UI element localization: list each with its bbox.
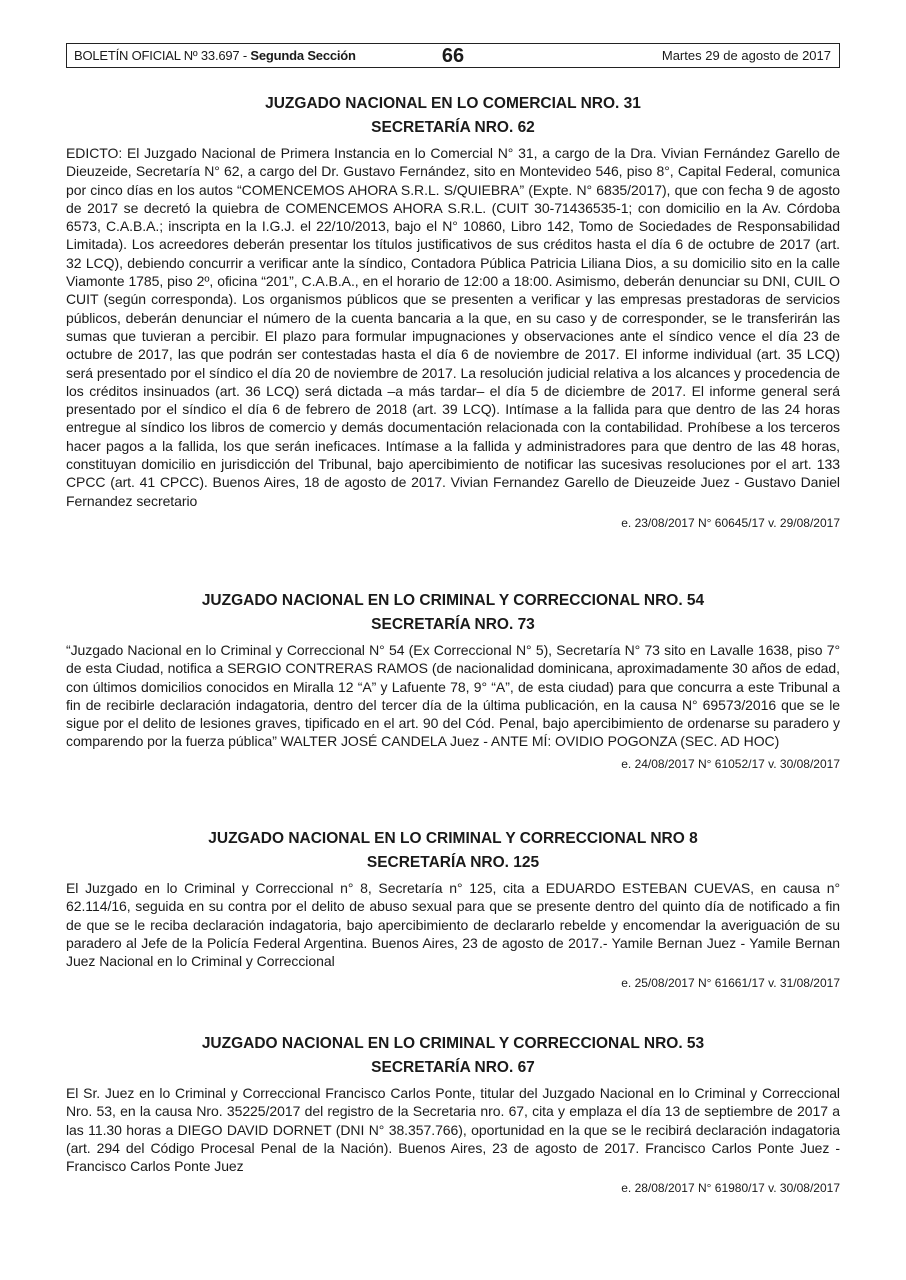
secretary-title: SECRETARÍA NRO. 67 — [371, 1059, 535, 1076]
notice-reference: e. 24/08/2017 N° 61052/17 v. 30/08/2017 — [621, 756, 840, 771]
notice-body: “Juzgado Nacional en lo Criminal y Correccional N° 54 (Ex Correccional N° 5), Secretaría N° 73 sito en Lavalle 1638, piso 7° de esta Ciudad, notifica a SERGIO CONTRERAS RAMOS (de nacionalidad dominicana, aproximadamente 30 años de edad, con últimos domicilios conocidos en Miralla 12 “A” y Lafuente 78, 9° “A”, de esta ciudad) para que concurra a este Tribunal a fin de recibirle declaración indagatoria, dentro del tercer día de la última publicación, en la causa N° 69573/2016 que se le sigue por el delito de lesiones graves, tipificado en el art. 90 del Cód. Penal, bajo apercibimiento de ordenarse su paradero y comparendo por la fuerza pública” WALTER JOSÉ CANDELA Juez - ANTE MÍ: OVIDIO POGONZA (SEC. AD HOC) — [66, 642, 840, 750]
notice-criminal-8 — [66, 827, 840, 991]
secretary-title: SECRETARÍA NRO. 73 — [371, 616, 535, 633]
notice-comercial-31 — [66, 92, 840, 531]
section-name: Segunda Sección — [250, 48, 356, 63]
notice-body: EDICTO: El Juzgado Nacional de Primera Instancia en lo Comercial N° 31, a cargo de la Dra. Vivian Fernández Garello de Dieuzeide, Secretaría N° 62, a cargo del Dr. Gustavo Fernández, sito en Montevideo 546, piso 8°, Capital Federal, comunica por cinco días en los autos “COMENCEMOS AHORA S.R.L. S/QUIEBRA” (Expte. N° 6835/2017), que con fecha 9 de agosto de 2017 se decretó la quiebra de COMENCEMOS AHORA S.R.L. (CUIT 30-71436535-1; con domicilio en la Av. Córdoba 6573, C.A.B.A.; inscripta en la I.G.J. el 22/10/2013, bajo el N° 10860, Libro 142, Tomo de Sociedades de Responsabilidad Limitada). Los acreedores deberán presentar los títulos justificativos de sus créditos hasta el día 6 de octubre de 2017 (art. 32 LCQ), debiendo concurrir a verificar ante la síndico, Contadora Pública Patricia Liliana Dios, a su domicilio sito en la calle Viamonte 1785, piso 2º, oficina “201”, C.A.B.A., en el horario de 12:00 a 18:00. Asimismo, deberán denunciar su DNI, CUIL O CUIT (según corresponda). Los organismos públicos que se presenten a verificar y las empresas prestadoras de servicios públicos, deberán denunciar el número de la cuenta bancaria a la que, en su caso y de corresponder, se le transferirán las sumas que tuvieran a percibir. El plazo para formular impugnaciones y observaciones ante el síndico vence el día 23 de octubre de 2017, las que podrán ser contestadas hasta el día 6 de noviembre de 2017. El informe individual (art. 35 LCQ) será presentado por el síndico el día 20 de noviembre de 2017. La resolución judicial relativa a los alcances y procedencia de los créditos insinuados (art. 36 LCQ) será dictada –a más tardar– el día 5 de diciembre de 2017. El informe general será presentado por el síndico el día 6 de febrero de 2018 (art. 39 LCQ). Intímase a la fallida para que dentro de las 24 horas entregue al síndico los libros de comercio y demás documentación relacionada con la contabilidad. Prohíbese a los terceros hacer pagos a la fallida, los que serán ineficaces. Intímase a la fallida y administradores para que dentro de las 48 horas, constituyan domicilio en jurisdicción del Tribunal, bajo apercibimiento de notificar las sucesivas resoluciones por el art. 133 CPCC (art. 41 CPCC). Buenos Aires, 18 de agosto de 2017. Vivian Fernandez Garello de Dieuzeide Juez - Gustavo Daniel Fernandez secretario — [66, 145, 840, 509]
court-title: JUZGADO NACIONAL EN LO CRIMINAL Y CORRECCIONAL NRO 8 — [208, 830, 698, 847]
publication-date: Martes 29 de agosto de 2017 — [661, 48, 831, 63]
notice-body: El Sr. Juez en lo Criminal y Correccional Francisco Carlos Ponte, titular del Juzgado Nacional en lo Criminal y Correccional Nro. 53, en la causa Nro. 35225/2017 del registro de la Secretaria nro. 67, cita y emplaza el día 13 de septiembre de 2017 a las 11.30 horas a DIEGO DAVID DORNET (DNI N° 38.357.766), oportunidad en la que se le recibirá declaración indagatoria (art. 294 del Código Procesal Penal de la Nación). Buenos Aires, 23 de agosto de 2017. Francisco Carlos Ponte Juez - Francisco Carlos Ponte Juez — [66, 1085, 840, 1175]
page-header — [66, 43, 840, 68]
notice-body: El Juzgado en lo Criminal y Correccional n° 8, Secretaría n° 125, cita a EDUARDO ESTEBAN CUEVAS, en causa n° 62.114/16, seguida en su contra por el delito de abuso sexual para que se presente dentro del quinto día de notificado a fin de que se le reciba declaración indagatoria, bajo apercibimiento de declararlo rebelde y encomendar la averiguación de su paradero al Jefe de la Policía Federal Argentina. Buenos Aires, 23 de agosto de 2017.- Yamile Bernan Juez - Yamile Bernan Juez Nacional en lo Criminal y Correccional — [66, 880, 840, 970]
court-title: JUZGADO NACIONAL EN LO CRIMINAL Y CORRECCIONAL NRO. 53 — [201, 1035, 705, 1052]
court-title: JUZGADO NACIONAL EN LO CRIMINAL Y CORRECCIONAL NRO. 54 — [201, 592, 705, 609]
secretary-title: SECRETARÍA NRO. 62 — [371, 119, 535, 136]
court-title: JUZGADO NACIONAL EN LO COMERCIAL NRO. 31 — [265, 95, 641, 112]
publication-name: BOLETÍN OFICIAL Nº 33.697 - Segunda Sección — [74, 48, 356, 63]
notice-criminal-53 — [66, 1032, 840, 1196]
notice-reference: e. 28/08/2017 N° 61980/17 v. 30/08/2017 — [621, 1181, 840, 1196]
notice-reference: e. 25/08/2017 N° 61661/17 v. 31/08/2017 — [621, 976, 840, 991]
notice-criminal-54 — [66, 589, 840, 772]
page-number: 66 — [441, 45, 465, 67]
notice-reference: e. 23/08/2017 N° 60645/17 v. 29/08/2017 — [621, 515, 840, 530]
secretary-title: SECRETARÍA NRO. 125 — [366, 854, 540, 871]
